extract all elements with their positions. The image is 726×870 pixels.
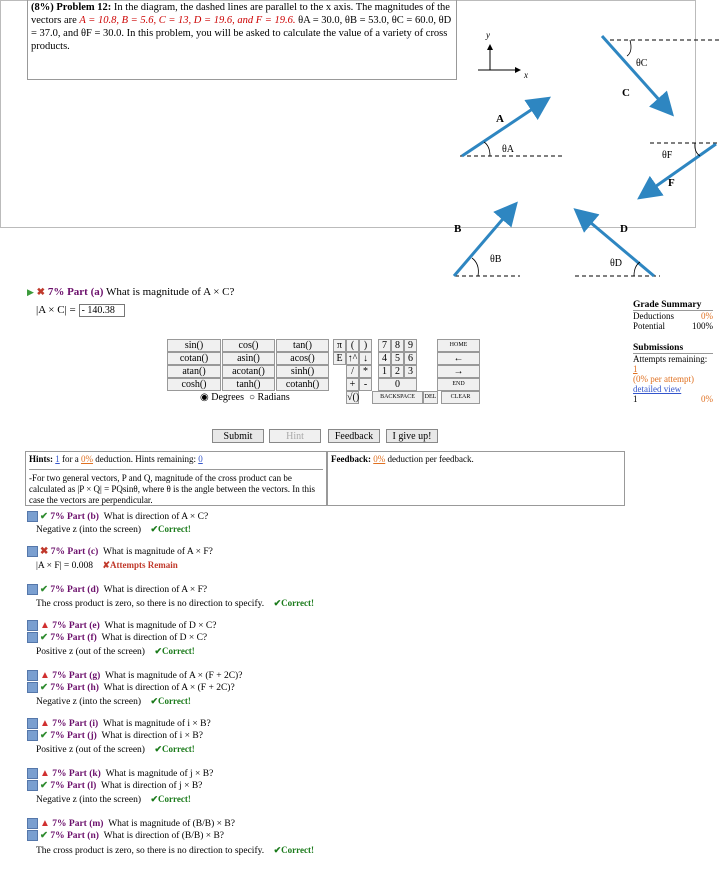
part-row [27, 718, 211, 729]
feedback-text: deduction per feedback. [387, 454, 474, 464]
magnitude-a: A = 10.8, [79, 15, 119, 26]
func-key-tan[interactable]: tan() [276, 339, 329, 352]
func-key-tanh[interactable]: tanh() [222, 378, 275, 391]
part-pct: 7% [52, 769, 67, 779]
part-answer-row [36, 744, 195, 755]
part-question: What is direction of i × B? [101, 731, 203, 741]
collapse-toggle-icon[interactable] [27, 511, 38, 522]
deductions-value: 0% [701, 311, 713, 321]
theta-f-label: θF [662, 150, 673, 161]
vector-f [642, 144, 716, 196]
hints-remaining: 0 [198, 454, 203, 464]
part-pct: 7% [50, 512, 65, 522]
vector-b-label: B [454, 223, 462, 235]
collapse-toggle-icon[interactable] [27, 768, 38, 779]
deductions-row [633, 311, 713, 321]
submit-button[interactable]: Submit [212, 429, 264, 443]
part-answer-row [36, 524, 191, 535]
part-label[interactable]: Part (e) [68, 621, 100, 631]
part-label[interactable]: Part (f) [66, 633, 97, 643]
submissions-title: Submissions [633, 343, 713, 354]
magnitude-d: D = 19.6, [193, 15, 235, 26]
func-key-asin[interactable]: asin() [222, 352, 275, 365]
part-label[interactable]: Part (n) [66, 831, 99, 841]
digit-key-7[interactable]: 7 [378, 339, 391, 352]
warning-icon: ▲ [40, 768, 50, 779]
part-question: What is magnitude of i × B? [102, 719, 211, 729]
part-a-header [27, 286, 234, 298]
collapse-toggle-icon[interactable] [27, 670, 38, 681]
check-icon: ✔ [40, 781, 48, 791]
close-paren-key[interactable]: ) [359, 339, 372, 352]
feedback-pct: 0% [373, 454, 386, 464]
down-key[interactable]: ↓ [359, 352, 372, 365]
warning-icon: ▲ [40, 818, 50, 829]
part-answer-row [36, 646, 195, 657]
func-key-cotan[interactable]: cotan() [167, 352, 221, 365]
vector-a-label: A [496, 113, 504, 125]
end-key[interactable]: END [437, 378, 480, 391]
part-status: ✔Correct! [150, 524, 191, 534]
part-answer: The cross product is zero, so there is no direction to specify. [36, 846, 265, 856]
hints-deduction: deduction. Hints remaining: [95, 454, 196, 464]
theta-b-arc [472, 258, 478, 276]
func-key-sinh[interactable]: sinh() [276, 365, 329, 378]
part-answer-row [36, 560, 178, 571]
theta-d-label: θD [610, 258, 623, 269]
part-question: What is direction of A × C? [103, 512, 209, 522]
y-axis-label: y [486, 30, 490, 40]
part-a-answer-row [36, 304, 125, 317]
part-question: What is direction of A × F? [103, 585, 208, 595]
part-question: What is magnitude of (B/B) × B? [108, 819, 235, 829]
part-row [27, 768, 213, 779]
per-attempt: (0% per attempt) [633, 374, 694, 384]
part-a-input-label: |A × C| = [36, 304, 76, 316]
part-a-pct: 7% [47, 286, 65, 298]
sqrt-key[interactable]: √() [347, 392, 360, 403]
left-arrow-key[interactable]: ← [437, 352, 480, 365]
part-answer-row [36, 598, 314, 609]
part-pct: 7% [50, 781, 65, 791]
part-label[interactable]: Part (l) [66, 781, 97, 791]
part-row [27, 730, 203, 741]
part-status: ✔Correct! [154, 646, 195, 656]
collapse-toggle-icon[interactable] [27, 682, 38, 693]
part-a-label: Part (a) [67, 286, 104, 298]
radians-radio[interactable]: ○ [249, 392, 256, 403]
part-question: What is direction of A × (F + 2C)? [103, 683, 235, 693]
part-label[interactable]: Part (b) [66, 512, 99, 522]
warning-icon: ▲ [40, 620, 50, 631]
warning-icon: ▲ [40, 670, 50, 681]
part-label[interactable]: Part (h) [66, 683, 99, 693]
multiply-key[interactable]: * [359, 365, 372, 378]
grade-title: Grade Summary [633, 300, 713, 311]
part-row [27, 584, 207, 595]
digit-key-1[interactable]: 1 [378, 365, 391, 378]
open-paren-key[interactable]: ( [346, 339, 359, 352]
collapse-toggle-icon[interactable] [27, 718, 38, 729]
vector-c [602, 36, 670, 112]
part-question: What is direction of (B/B) × B? [103, 831, 225, 841]
digit-key-5[interactable]: 5 [391, 352, 404, 365]
part-status: ✔Correct! [154, 744, 195, 754]
part-answer-row [36, 794, 191, 805]
func-key-acotan[interactable]: acotan() [222, 365, 275, 378]
part-question: What is direction of j × B? [101, 781, 203, 791]
part-row [27, 546, 213, 557]
part-answer: |A × F| = 0.008 [36, 561, 94, 571]
part-row [27, 620, 216, 631]
part-row [27, 632, 207, 643]
power-key[interactable]: ↑^ [347, 353, 358, 364]
part-row [27, 818, 235, 829]
part-question: What is direction of D × C? [101, 633, 208, 643]
func-key-cotanh[interactable]: cotanh() [276, 378, 329, 391]
theta-c-arc [627, 40, 631, 56]
play-icon: ▶ [27, 287, 34, 297]
collapse-toggle-icon[interactable] [27, 730, 38, 741]
func-key-acos[interactable]: acos() [276, 352, 329, 365]
hints-header [29, 454, 323, 465]
magnitude-c: C = 13, [158, 15, 192, 26]
theta-a-label: θA [502, 144, 515, 155]
digit-key-0[interactable]: 0 [378, 378, 417, 391]
part-a-answer-input[interactable] [79, 304, 125, 317]
degrees-radio[interactable]: ◉ [200, 392, 209, 403]
hint-button[interactable]: Hint [269, 429, 321, 443]
warning-icon: ▲ [40, 718, 50, 729]
part-status: ✘Attempts Remain [102, 560, 178, 570]
digit-key-9[interactable]: 9 [404, 339, 417, 352]
grade-summary [633, 300, 713, 404]
vector-d-label: D [620, 223, 628, 235]
attempts-row [633, 354, 713, 374]
vector-diagram [450, 0, 726, 282]
submission-row [633, 394, 713, 404]
degrees-label: Degrees [211, 392, 244, 403]
vector-c-label: C [622, 87, 630, 99]
theta-c-label: θC [636, 58, 648, 69]
attempts-value: 1 [633, 364, 638, 374]
vector-b [454, 206, 514, 276]
part-row [27, 780, 202, 791]
part-pct: 7% [52, 671, 67, 681]
angle-mode-selector [200, 392, 290, 403]
part-pct: 7% [50, 547, 66, 557]
part-answer: Negative z (into the screen) [36, 697, 141, 707]
e-key[interactable]: E [333, 352, 346, 365]
part-pct: 7% [50, 831, 65, 841]
check-icon: ✔ [40, 512, 48, 522]
theta-b-label: θB [490, 254, 502, 265]
part-label[interactable]: Part (g) [68, 671, 101, 681]
problem-header: (8%) Problem 12: [31, 2, 112, 13]
magnitude-b: B = 5.6, [121, 15, 157, 26]
part-question: What is magnitude of j × B? [105, 769, 214, 779]
check-icon: ✔ [40, 731, 48, 741]
deductions-label: Deductions [633, 311, 674, 321]
digit-key-2[interactable]: 2 [391, 365, 404, 378]
clear-key[interactable]: CLEAR [441, 391, 480, 404]
collapse-toggle-icon[interactable] [27, 780, 38, 791]
part-answer: Negative z (into the screen) [36, 795, 141, 805]
hints-box [25, 451, 327, 506]
feedback-box [327, 451, 625, 506]
magnitude-f: and F = 19.6. [237, 15, 296, 26]
digit-key-6[interactable]: 6 [404, 352, 417, 365]
part-answer: Positive z (out of the screen) [36, 647, 145, 657]
part-question: What is magnitude of D × C? [104, 621, 217, 631]
part-pct: 7% [52, 719, 67, 729]
func-key-sin[interactable]: sin() [167, 339, 221, 352]
part-label[interactable]: Part (d) [66, 585, 99, 595]
collapse-toggle-icon[interactable] [27, 830, 38, 841]
part-pct: 7% [52, 621, 67, 631]
part-answer: The cross product is zero, so there is no direction to specify. [36, 599, 265, 609]
part-row [27, 670, 242, 681]
give-up-button[interactable]: I give up! [386, 429, 438, 443]
pi-key[interactable]: π [333, 339, 346, 352]
radians-label: Radians [257, 392, 290, 403]
part-question: What is magnitude of A × F? [103, 547, 213, 557]
part-answer-row [36, 845, 314, 856]
part-pct: 7% [50, 633, 65, 643]
hints-pct: 0% [81, 454, 94, 464]
submission-number: 1 [633, 394, 638, 404]
part-a-question: What is magnitude of A × C? [105, 286, 235, 298]
part-pct: 7% [52, 819, 67, 829]
collapse-toggle-icon[interactable] [27, 584, 38, 595]
attempts-label: Attempts remaining: [633, 354, 708, 364]
potential-value: 100% [692, 321, 713, 331]
check-icon: ✔ [40, 633, 48, 643]
collapse-toggle-icon[interactable] [27, 818, 38, 829]
part-answer: Negative z (into the screen) [36, 525, 141, 535]
hints-label: Hints: [29, 454, 54, 464]
submission-value: 0% [701, 394, 713, 404]
digit-key-4[interactable]: 4 [378, 352, 391, 365]
part-label[interactable]: Part (m) [68, 819, 104, 829]
theta-a-arc [484, 142, 490, 156]
part-question: What is magnitude of A × (F + 2C)? [105, 671, 243, 681]
part-pct: 7% [50, 731, 65, 741]
collapse-toggle-icon[interactable] [27, 620, 38, 631]
x-mark-icon: ✖ [40, 546, 49, 557]
part-answer: Positive z (out of the screen) [36, 745, 145, 755]
minus-key[interactable]: - [359, 378, 372, 391]
vector-f-label: F [668, 177, 675, 189]
part-pct: 7% [50, 683, 65, 693]
part-row [27, 830, 224, 841]
part-row [27, 511, 208, 522]
potential-row [633, 321, 713, 331]
digit-key-3[interactable]: 3 [404, 365, 417, 378]
part-label[interactable]: Part (c) [67, 547, 99, 557]
func-key-cosh[interactable]: cosh() [167, 378, 221, 391]
check-icon: ✔ [40, 585, 48, 595]
angles-text: θA = 30.0, θB = 53.0, θC = 60.0, θD = 37.0, and θF = 30.0. [31, 15, 452, 39]
problem-text-end: In this problem, you will be asked to calculate the value of a variety of cross products. [31, 28, 448, 52]
hints-for-a: for a [62, 454, 79, 464]
part-pct: 7% [50, 585, 65, 595]
part-label[interactable]: Part (i) [68, 719, 99, 729]
part-answer-row [36, 696, 191, 707]
check-icon: ✔ [40, 831, 48, 841]
problem-statement [27, 0, 457, 80]
part-row [27, 682, 235, 693]
part-status: ✔Correct! [150, 696, 191, 706]
home-key[interactable]: HOME [437, 339, 480, 352]
collapse-toggle-icon[interactable] [27, 632, 38, 643]
part-status: ✔Correct! [273, 845, 314, 855]
divide-key[interactable]: / [346, 365, 359, 378]
detailed-view-link[interactable]: detailed view [633, 384, 682, 394]
func-key-cos[interactable]: cos() [222, 339, 275, 352]
hints-count[interactable]: 1 [55, 454, 60, 464]
x-mark-icon: ✖ [36, 287, 46, 298]
part-status: ✔Correct! [150, 794, 191, 804]
potential-label: Potential [633, 321, 665, 331]
backspace-key[interactable]: BACKSPACE [372, 391, 423, 404]
right-arrow-key[interactable]: → [437, 365, 480, 378]
digit-key-8[interactable]: 8 [391, 339, 404, 352]
x-axis-label: x [524, 70, 528, 80]
part-status: ✔Correct! [273, 598, 314, 608]
del-key[interactable]: DEL [423, 391, 438, 404]
feedback-label: Feedback: [331, 454, 371, 464]
hint-text: -For two general vectors, P and Q, magnitude of the cross product can be calculated as |P × Q| = PQsinθ, where θ is the angle between the vectors. In this case the vectors are perpendicular. [29, 469, 323, 506]
check-icon: ✔ [40, 683, 48, 693]
part-label[interactable]: Part (k) [68, 769, 101, 779]
part-label[interactable]: Part (j) [66, 731, 97, 741]
problem-text-intro: In the diagram, the dashed lines are parallel to the x axis. The magnitudes of the vectors are [31, 2, 450, 26]
plus-key[interactable]: + [346, 378, 359, 391]
collapse-toggle-icon[interactable] [27, 546, 38, 557]
feedback-button[interactable]: Feedback [328, 429, 380, 443]
func-key-atan[interactable]: atan() [167, 365, 221, 378]
